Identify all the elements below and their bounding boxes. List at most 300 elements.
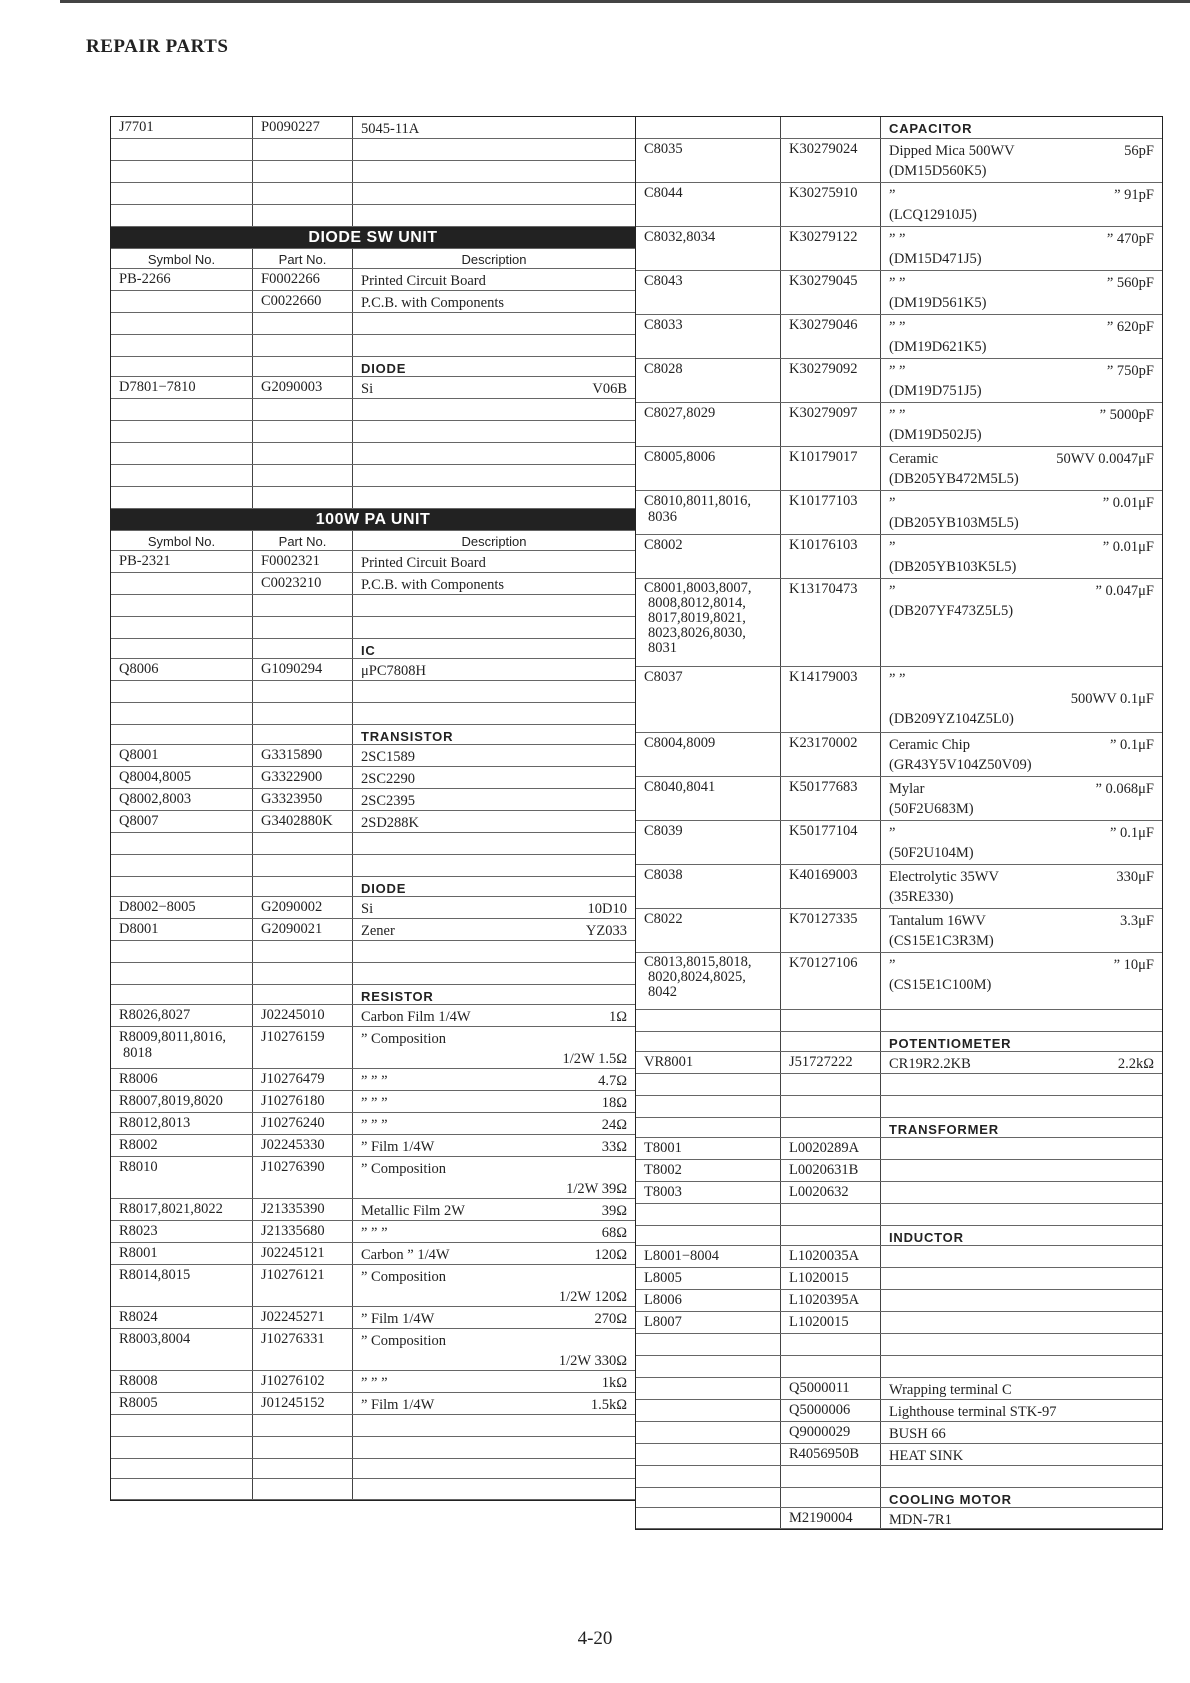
table-row bbox=[636, 1118, 1162, 1138]
description-text: ” ” bbox=[889, 407, 906, 423]
table-row bbox=[636, 1138, 1162, 1160]
part-number-cell: J21335390 bbox=[253, 1199, 353, 1220]
description-line bbox=[361, 661, 627, 680]
table-row bbox=[636, 117, 1162, 139]
part-number-cell bbox=[253, 639, 353, 658]
symbol-cell bbox=[636, 535, 781, 578]
description-cell bbox=[353, 1415, 635, 1436]
value-text: 1kΩ bbox=[601, 1375, 627, 1391]
description-line bbox=[889, 955, 1154, 975]
table-row bbox=[111, 399, 635, 421]
part-number-cell: K30279046 bbox=[781, 315, 881, 358]
description-cell bbox=[881, 403, 1162, 446]
table-row bbox=[111, 1265, 635, 1307]
part-number-cell: K70127106 bbox=[781, 953, 881, 1009]
description-line bbox=[889, 581, 1154, 601]
table-row bbox=[636, 667, 1162, 733]
description-line bbox=[361, 1049, 627, 1068]
table-row bbox=[111, 377, 635, 399]
description-cell bbox=[353, 1307, 635, 1328]
symbol-line: C8038 bbox=[644, 867, 683, 883]
description-text: ” ” ” bbox=[361, 1095, 388, 1111]
symbol-line: 8017,8019,8021, bbox=[648, 610, 746, 626]
symbol-line: C8035 bbox=[644, 141, 683, 157]
symbol-cell bbox=[636, 579, 781, 666]
value-text: 3.3μF bbox=[1120, 913, 1154, 929]
description-line bbox=[361, 1115, 627, 1134]
description-cell bbox=[353, 1437, 635, 1458]
description-cell bbox=[881, 1268, 1162, 1289]
description-line bbox=[889, 735, 1154, 755]
description-line bbox=[361, 899, 627, 918]
description-text: (DM19D751J5) bbox=[889, 383, 982, 399]
value-text: 56pF bbox=[1124, 143, 1154, 159]
part-number-cell bbox=[781, 1334, 881, 1355]
table-row bbox=[111, 269, 635, 291]
part-number-cell: K10179017 bbox=[781, 447, 881, 490]
description-cell bbox=[353, 617, 635, 638]
symbol-line: 8020,8024,8025, bbox=[648, 969, 746, 985]
part-number-cell bbox=[253, 421, 353, 442]
symbol-line: Q8004,8005 bbox=[119, 769, 192, 785]
description-text: (50F2U104M) bbox=[889, 845, 974, 861]
description-line bbox=[361, 1287, 627, 1306]
symbol-line: 8031 bbox=[648, 640, 677, 656]
symbol-line: C8039 bbox=[644, 823, 683, 839]
symbol-cell bbox=[111, 941, 253, 962]
description-line bbox=[889, 161, 1154, 181]
symbol-line: T8002 bbox=[644, 1162, 682, 1178]
symbol-line: L8007 bbox=[644, 1314, 682, 1330]
part-number-cell: F0002266 bbox=[253, 269, 353, 290]
symbol-cell bbox=[636, 1466, 781, 1487]
symbol-line: R8026,8027 bbox=[119, 1007, 191, 1023]
description-line bbox=[889, 273, 1154, 293]
value-text: ” 750pF bbox=[1106, 363, 1154, 379]
description-line bbox=[361, 1223, 627, 1242]
part-number-cell bbox=[253, 487, 353, 508]
part-number-cell: K30279045 bbox=[781, 271, 881, 314]
description-cell bbox=[881, 777, 1162, 820]
part-number-cell: G2090021 bbox=[253, 919, 353, 940]
description-cell bbox=[881, 1246, 1162, 1267]
part-number-cell bbox=[253, 595, 353, 616]
description-line bbox=[361, 1159, 627, 1179]
description-line bbox=[889, 689, 1154, 709]
part-number-cell: K10176103 bbox=[781, 535, 881, 578]
description-cell bbox=[881, 1356, 1162, 1377]
part-number-cell: K30279122 bbox=[781, 227, 881, 270]
description-line bbox=[361, 747, 627, 766]
table-row bbox=[636, 865, 1162, 909]
description-cell bbox=[353, 703, 635, 724]
description-cell bbox=[881, 271, 1162, 314]
symbol-cell bbox=[636, 139, 781, 182]
description-text: 2SD288K bbox=[361, 815, 420, 831]
symbol-cell bbox=[636, 953, 781, 1009]
symbol-cell bbox=[111, 1459, 253, 1478]
description-cell bbox=[881, 865, 1162, 908]
symbol-line: D8002−8005 bbox=[119, 899, 196, 915]
part-number-cell bbox=[781, 1032, 881, 1051]
description-cell bbox=[353, 1393, 635, 1414]
symbol-line: C8002 bbox=[644, 537, 683, 553]
description-cell bbox=[881, 821, 1162, 864]
part-number-cell bbox=[781, 1226, 881, 1245]
part-number-cell: L0020289A bbox=[781, 1138, 881, 1159]
table-row bbox=[111, 1221, 635, 1243]
table-row bbox=[111, 1027, 635, 1069]
part-number-cell: K50177104 bbox=[781, 821, 881, 864]
page-number: 4-20 bbox=[577, 1628, 613, 1649]
section-heading: CAPACITOR bbox=[889, 121, 973, 136]
description-cell bbox=[353, 1243, 635, 1264]
symbol-cell bbox=[111, 703, 253, 724]
part-number-cell: J02245010 bbox=[253, 1005, 353, 1026]
table-row bbox=[111, 941, 635, 963]
symbol-cell bbox=[111, 1005, 253, 1026]
symbol-line: T8003 bbox=[644, 1184, 682, 1200]
part-number-cell bbox=[253, 183, 353, 204]
symbol-cell bbox=[636, 183, 781, 226]
symbol-cell bbox=[111, 1371, 253, 1392]
part-number-cell bbox=[781, 1096, 881, 1117]
table-row bbox=[636, 535, 1162, 579]
symbol-cell bbox=[111, 833, 253, 854]
symbol-cell bbox=[111, 985, 253, 1004]
description-text: Zener bbox=[361, 923, 395, 939]
part-number-cell bbox=[781, 1074, 881, 1095]
description-cell bbox=[353, 1479, 635, 1499]
table-row bbox=[636, 1400, 1162, 1422]
part-number-cell: Q9000029 bbox=[781, 1422, 881, 1443]
part-number-cell: K30279024 bbox=[781, 139, 881, 182]
part-number-cell: K70127335 bbox=[781, 909, 881, 952]
table-row bbox=[111, 1091, 635, 1113]
description-text: Si bbox=[361, 381, 374, 397]
description-line bbox=[889, 799, 1154, 819]
description-cell bbox=[353, 833, 635, 854]
symbol-cell bbox=[111, 1157, 253, 1198]
symbol-cell: Symbol No. bbox=[111, 531, 253, 550]
description-line bbox=[889, 843, 1154, 863]
description-cell bbox=[353, 291, 635, 312]
symbol-line: R8017,8021,8022 bbox=[119, 1201, 223, 1217]
symbol-cell bbox=[111, 877, 253, 896]
description-cell bbox=[353, 1113, 635, 1134]
part-number-cell: G3402880K bbox=[253, 811, 353, 832]
description-line bbox=[361, 1373, 627, 1392]
description-cell bbox=[353, 1459, 635, 1478]
symbol-line: 8042 bbox=[648, 984, 677, 1000]
symbol-line: L8006 bbox=[644, 1292, 682, 1308]
value-text: 1/2W 1.5Ω bbox=[562, 1051, 627, 1067]
part-number-cell: G1090294 bbox=[253, 659, 353, 680]
table-row bbox=[636, 1312, 1162, 1334]
part-number-cell bbox=[781, 1010, 881, 1031]
part-number-cell: C0023210 bbox=[253, 573, 353, 594]
description-text: ” bbox=[889, 495, 896, 511]
description-line bbox=[361, 1179, 627, 1198]
part-number-cell: J02245330 bbox=[253, 1135, 353, 1156]
symbol-line: C8028 bbox=[644, 361, 683, 377]
description-line bbox=[889, 867, 1154, 887]
symbol-cell bbox=[636, 1312, 781, 1333]
symbol-line: R8014,8015 bbox=[119, 1267, 191, 1283]
description-line bbox=[889, 557, 1154, 577]
symbol-cell bbox=[111, 421, 253, 442]
value-text: 18Ω bbox=[601, 1095, 627, 1111]
symbol-line: C8005,8006 bbox=[644, 449, 716, 465]
table-row bbox=[111, 659, 635, 681]
description-text: Carbon ” 1/4W bbox=[361, 1247, 450, 1263]
table-row bbox=[111, 1393, 635, 1415]
description-line bbox=[889, 755, 1154, 775]
table-row bbox=[111, 117, 635, 139]
table-row bbox=[111, 1005, 635, 1027]
symbol-line: 8036 bbox=[648, 509, 677, 525]
table-row bbox=[636, 1052, 1162, 1074]
table-row bbox=[636, 1334, 1162, 1356]
description-line bbox=[889, 537, 1154, 557]
description-cell: Description bbox=[461, 252, 527, 267]
symbol-line: C8044 bbox=[644, 185, 683, 201]
description-text: Metallic Film 2W bbox=[361, 1203, 465, 1219]
symbol-cell bbox=[111, 789, 253, 810]
symbol-cell bbox=[111, 1437, 253, 1458]
value-text: ” 0.047μF bbox=[1095, 583, 1154, 599]
symbol-cell bbox=[636, 1226, 781, 1245]
description-cell bbox=[353, 1221, 635, 1242]
description-text: (DM19D502J5) bbox=[889, 427, 982, 443]
table-row bbox=[111, 595, 635, 617]
description-line bbox=[889, 931, 1154, 951]
description-line bbox=[889, 1424, 1154, 1443]
description-cell bbox=[881, 909, 1162, 952]
symbol-line: PB-2266 bbox=[119, 271, 171, 287]
symbol-cell bbox=[111, 919, 253, 940]
symbol-cell bbox=[636, 359, 781, 402]
symbol-cell bbox=[111, 1265, 253, 1306]
symbol-line: Q8007 bbox=[119, 813, 159, 829]
table-row bbox=[636, 1466, 1162, 1488]
symbol-cell bbox=[111, 161, 253, 182]
value-text: 270Ω bbox=[594, 1311, 627, 1327]
symbol-cell bbox=[636, 1074, 781, 1095]
description-cell bbox=[353, 183, 635, 204]
description-line bbox=[889, 317, 1154, 337]
table-row bbox=[111, 767, 635, 789]
symbol-line: J7701 bbox=[119, 119, 154, 135]
description-line bbox=[889, 823, 1154, 843]
description-cell bbox=[353, 377, 635, 398]
symbol-cell bbox=[111, 291, 253, 312]
symbol-cell bbox=[636, 1182, 781, 1203]
description-cell bbox=[353, 313, 635, 334]
symbol-cell bbox=[111, 443, 253, 464]
table-row bbox=[111, 161, 635, 183]
symbol-line: 8008,8012,8014, bbox=[648, 595, 746, 611]
table-row bbox=[111, 745, 635, 767]
table-row bbox=[636, 1290, 1162, 1312]
description-text: ” Film 1/4W bbox=[361, 1139, 435, 1155]
symbol-cell bbox=[111, 1479, 253, 1499]
table-row bbox=[636, 315, 1162, 359]
description-text: ” Composition bbox=[361, 1333, 446, 1349]
table-row bbox=[636, 1074, 1162, 1096]
table-row bbox=[636, 1010, 1162, 1032]
description-text: (DM19D561K5) bbox=[889, 295, 987, 311]
symbol-line: R8005 bbox=[119, 1395, 158, 1411]
description-cell bbox=[353, 681, 635, 702]
value-text: V06B bbox=[592, 381, 627, 397]
value-text: 1/2W 330Ω bbox=[558, 1353, 627, 1369]
description-line bbox=[889, 185, 1154, 205]
description-cell bbox=[353, 897, 635, 918]
part-number-cell bbox=[253, 855, 353, 876]
description-line bbox=[361, 921, 627, 940]
description-text: ” ” bbox=[889, 319, 906, 335]
symbol-line: L8005 bbox=[644, 1270, 682, 1286]
description-text: (DM15D471J5) bbox=[889, 251, 982, 267]
symbol-line: C8037 bbox=[644, 669, 683, 685]
description-text: (DB205YB103K5L5) bbox=[889, 559, 1017, 575]
description-text: Ceramic Chip bbox=[889, 737, 970, 753]
description-line bbox=[889, 513, 1154, 533]
symbol-cell bbox=[636, 117, 781, 138]
value-text: 1.5kΩ bbox=[590, 1397, 627, 1413]
description-cell bbox=[353, 487, 635, 508]
value-text: 2.2kΩ bbox=[1117, 1056, 1154, 1072]
description-cell bbox=[881, 1182, 1162, 1203]
part-number-cell: J21335680 bbox=[253, 1221, 353, 1242]
table-row bbox=[636, 271, 1162, 315]
table-row bbox=[636, 1268, 1162, 1290]
table-row bbox=[111, 313, 635, 335]
table-row bbox=[111, 443, 635, 465]
table-row bbox=[111, 1307, 635, 1329]
part-number-cell bbox=[253, 161, 353, 182]
symbol-cell bbox=[111, 551, 253, 572]
part-number-cell: G2090003 bbox=[253, 377, 353, 398]
description-text: ” Film 1/4W bbox=[361, 1311, 435, 1327]
part-number-cell: K23170002 bbox=[781, 733, 881, 776]
table-row bbox=[636, 1246, 1162, 1268]
value-text: ” 5000pF bbox=[1099, 407, 1154, 423]
description-cell bbox=[353, 1069, 635, 1090]
part-number-cell bbox=[781, 1356, 881, 1377]
symbol-cell bbox=[111, 1243, 253, 1264]
description-line bbox=[361, 553, 627, 572]
section-heading: DIODE bbox=[361, 881, 407, 896]
symbol-line: R8010 bbox=[119, 1159, 158, 1175]
description-cell bbox=[353, 1371, 635, 1392]
description-cell bbox=[353, 1265, 635, 1306]
column-header-row bbox=[111, 249, 635, 269]
description-cell bbox=[353, 659, 635, 680]
description-cell bbox=[881, 491, 1162, 534]
description-cell bbox=[353, 205, 635, 226]
symbol-cell bbox=[111, 205, 253, 226]
part-number-cell: G2090002 bbox=[253, 897, 353, 918]
description-cell bbox=[353, 1199, 635, 1220]
symbol-cell bbox=[636, 1204, 781, 1225]
part-number-cell: J01245152 bbox=[253, 1393, 353, 1414]
symbol-cell bbox=[111, 725, 253, 744]
description-cell bbox=[881, 359, 1162, 402]
symbol-cell bbox=[636, 865, 781, 908]
description-text: (DB205YB103M5L5) bbox=[889, 515, 1019, 531]
symbol-line: C8010,8011,8016, bbox=[644, 493, 752, 509]
description-line bbox=[361, 379, 627, 398]
right-parts-table bbox=[635, 116, 1163, 1530]
description-cell bbox=[881, 667, 1162, 732]
symbol-cell bbox=[636, 491, 781, 534]
description-line bbox=[361, 769, 627, 788]
description-cell bbox=[881, 733, 1162, 776]
symbol-cell bbox=[111, 1415, 253, 1436]
symbol-cell bbox=[111, 617, 253, 638]
table-row bbox=[636, 1160, 1162, 1182]
description-cell bbox=[881, 1334, 1162, 1355]
description-line bbox=[889, 449, 1154, 469]
description-text: ” ” ” bbox=[361, 1375, 388, 1391]
description-line bbox=[889, 1402, 1154, 1421]
description-cell bbox=[881, 579, 1162, 666]
part-number-cell: K50177683 bbox=[781, 777, 881, 820]
description-text: ” bbox=[889, 539, 896, 555]
table-row bbox=[111, 1243, 635, 1265]
description-line bbox=[889, 141, 1154, 161]
description-cell bbox=[353, 1329, 635, 1370]
part-number-cell: K10177103 bbox=[781, 491, 881, 534]
part-number-cell: J10276479 bbox=[253, 1069, 353, 1090]
part-number-cell bbox=[253, 963, 353, 984]
symbol-cell bbox=[111, 1027, 253, 1068]
description-line bbox=[889, 381, 1154, 401]
description-text: ” bbox=[889, 825, 896, 841]
part-number-cell bbox=[781, 1466, 881, 1487]
symbol-cell bbox=[636, 821, 781, 864]
description-line bbox=[889, 1380, 1154, 1399]
table-row bbox=[111, 205, 635, 227]
description-line bbox=[889, 911, 1154, 931]
symbol-cell bbox=[111, 465, 253, 486]
part-number-cell bbox=[253, 877, 353, 896]
description-line bbox=[889, 293, 1154, 313]
description-text: Tantalum 16WV bbox=[889, 913, 986, 929]
value-text: YZ033 bbox=[585, 923, 627, 939]
table-row bbox=[111, 1199, 635, 1221]
part-number-cell: K13170473 bbox=[781, 579, 881, 666]
symbol-cell bbox=[636, 1488, 781, 1507]
description-cell bbox=[353, 1135, 635, 1156]
symbol-line: D7801−7810 bbox=[119, 379, 196, 395]
table-row bbox=[636, 139, 1162, 183]
part-number-cell: P0090227 bbox=[253, 117, 353, 138]
unit-heading: 100W PA UNIT bbox=[111, 509, 635, 531]
part-number-cell: K30279097 bbox=[781, 403, 881, 446]
part-number-cell bbox=[781, 1118, 881, 1137]
symbol-cell bbox=[111, 139, 253, 160]
description-line bbox=[361, 1137, 627, 1156]
symbol-cell bbox=[636, 1508, 781, 1528]
symbol-cell bbox=[636, 1052, 781, 1073]
description-line bbox=[361, 1331, 627, 1351]
part-number-cell: J51727222 bbox=[781, 1052, 881, 1073]
description-line bbox=[889, 975, 1154, 995]
table-row bbox=[636, 491, 1162, 535]
